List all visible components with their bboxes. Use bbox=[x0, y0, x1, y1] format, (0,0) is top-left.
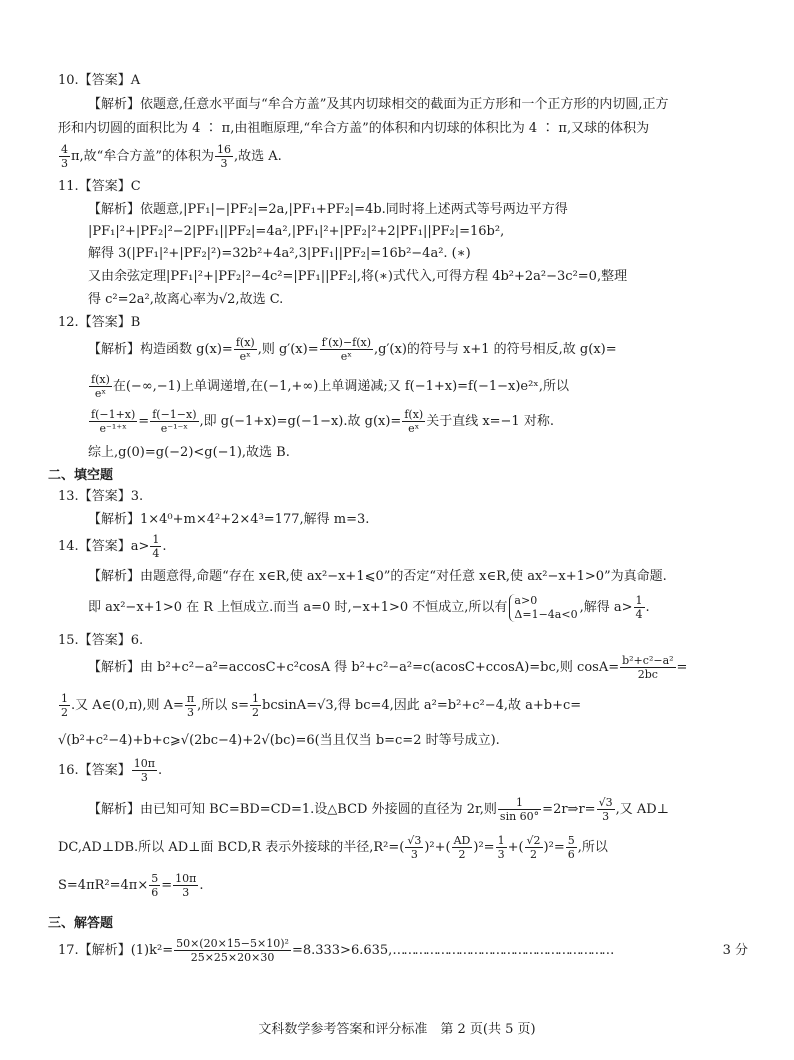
fraction-fx-ex bbox=[89, 373, 112, 400]
numerator: f(x) bbox=[404, 408, 424, 421]
fraction-chi-square bbox=[174, 937, 291, 964]
numerator: π bbox=[186, 692, 195, 705]
fraction-cosA bbox=[620, 654, 675, 681]
fraction-ad-2 bbox=[452, 834, 473, 861]
denominator: eˣ bbox=[239, 350, 251, 363]
fraction-sqrt3-3 bbox=[597, 796, 615, 823]
numerator: f(x) bbox=[91, 373, 110, 386]
q11-analysis-line3: 解得 3(|PF₁|²+|PF₂|²)=32b²+4a²,3|PF₁||PF₂|=16b²−4a². (∗) bbox=[88, 246, 471, 261]
denominator: 6 bbox=[151, 886, 159, 899]
fraction-f-minus1-plus-x bbox=[89, 408, 137, 435]
q12-analysis-line2 bbox=[88, 372, 788, 402]
q14-answer-line bbox=[58, 532, 758, 562]
denominator: 2 bbox=[458, 848, 466, 861]
fraction-fx-ex bbox=[234, 336, 257, 363]
q15-answer: 【答案】6. bbox=[78, 633, 144, 648]
q12-answer: 【答案】B bbox=[78, 315, 141, 330]
fraction-f-minus1-minus-x bbox=[150, 408, 198, 435]
text: ,则 g′(x)= bbox=[257, 342, 319, 357]
text: +( bbox=[507, 840, 524, 855]
text: )²= bbox=[473, 840, 495, 855]
denominator: 25×25×20×30 bbox=[190, 951, 275, 964]
q10-answer: 【答案】A bbox=[78, 73, 141, 88]
q14-answer: 【答案】a> bbox=[78, 539, 150, 554]
denominator: 2 bbox=[252, 706, 259, 719]
numerator: f′(x)−f(x) bbox=[321, 336, 372, 349]
text: DC,AD⊥DB.所以 AD⊥面 BCD,R 表示外接球的半径,R²=( bbox=[58, 840, 405, 855]
text: . bbox=[157, 763, 163, 778]
fraction-5-6 bbox=[566, 834, 577, 861]
q10-answer-line bbox=[58, 70, 758, 92]
numerator: √3 bbox=[407, 834, 422, 847]
text: ,即 g(−1+x)=g(−1−x).故 g(x)= bbox=[199, 414, 402, 429]
fraction-1-4 bbox=[150, 533, 161, 560]
text: ,g′(x)的符号与 x+1 的符号相反,故 g(x)= bbox=[374, 342, 617, 357]
denominator: 3 bbox=[602, 810, 610, 823]
text: =8.333>6.635, bbox=[291, 943, 393, 958]
numerator: AD bbox=[453, 834, 471, 847]
fraction-sqrt2-2 bbox=[525, 834, 543, 861]
fraction-pi-3 bbox=[185, 692, 196, 719]
text: ,解得 a> bbox=[579, 600, 633, 615]
page-footer: 文科数学参考答案和评分标准 第 2 页(共 5 页) bbox=[258, 1022, 536, 1037]
denominator: 4 bbox=[635, 608, 643, 621]
denominator: e⁻¹⁻ˣ bbox=[160, 422, 188, 435]
inequality-system bbox=[509, 594, 577, 622]
q13-number: 13. bbox=[58, 489, 79, 504]
q13-analysis-line1: 【解析】1×4⁰+m×4²+2×4³=177,解得 m=3. bbox=[88, 512, 370, 527]
numerator: 1 bbox=[497, 834, 505, 847]
q15-number: 15. bbox=[58, 633, 79, 648]
text: .又 A∈(0,π),则 A= bbox=[71, 698, 184, 713]
q16-analysis-line1 bbox=[88, 794, 788, 826]
q14-analysis-line1: 【解析】由题意得,命题“存在 x∈R,使 ax²−x+1⩽0”的否定“对任意 x∈R,使 ax²−x+1>0”为真命题. bbox=[88, 569, 667, 584]
denominator: e⁻¹⁺ˣ bbox=[99, 422, 127, 435]
numerator: f(x) bbox=[235, 336, 255, 349]
denominator: 2bc bbox=[637, 668, 658, 681]
q15-analysis-line1 bbox=[88, 652, 788, 684]
fraction-4-3 bbox=[59, 143, 70, 170]
q10-number: 10. bbox=[58, 73, 79, 88]
q12-analysis-line1 bbox=[88, 334, 788, 366]
dot-leader: …………………………………………………… bbox=[392, 943, 613, 958]
text: 【解析】构造函数 g(x)= bbox=[88, 342, 233, 357]
denominator: 4 bbox=[152, 547, 160, 560]
numerator: b²+c²−a² bbox=[622, 654, 674, 667]
fraction-1-2 bbox=[59, 692, 70, 719]
text: = bbox=[161, 878, 173, 893]
q15-answer-line bbox=[58, 630, 758, 652]
denominator: 3 bbox=[410, 848, 418, 861]
denominator: sin 60° bbox=[499, 810, 540, 823]
q11-analysis-line5: 得 c²=2a²,故离心率为√2,故选 C. bbox=[88, 292, 284, 307]
text: 关于直线 x=−1 对称. bbox=[426, 414, 554, 429]
q16-answer-line bbox=[58, 756, 758, 786]
text: 在(−∞,−1)上单调递增,在(−1,+∞)上单调递减;又 f(−1+x)=f(−1−x)e²ˣ,所以 bbox=[112, 379, 569, 394]
numerator: 5 bbox=[151, 872, 159, 885]
fraction-10pi-3 bbox=[132, 757, 157, 784]
fraction-1-4 bbox=[634, 594, 645, 621]
text: )²= bbox=[543, 840, 565, 855]
section-solution: 三、解答题 bbox=[48, 916, 114, 931]
q11-analysis-line4: 又由余弦定理|PF₁|²+|PF₂|²−4c²=|PF₁||PF₂|,将(∗)式代入,可得方程 4b²+2a²−3c²=0,整理 bbox=[88, 269, 628, 284]
q15-analysis-line2 bbox=[58, 690, 758, 722]
denominator: eˣ bbox=[340, 350, 352, 363]
text: 【解析】由已知可知 BC=BD=CD=1.设△BCD 外接圆的直径为 2r,则 bbox=[88, 802, 497, 817]
q16-analysis-line3 bbox=[58, 870, 758, 902]
q10-analysis-line2: 形和内切圆的面积比为 4 ∶ π,由祖暅原理,“牟合方盖”的体积和内切球的体积比为 4 ∶ π,又球的体积为 bbox=[58, 121, 650, 136]
q12-answer-line bbox=[58, 312, 758, 334]
q10-analysis-line3 bbox=[58, 142, 758, 172]
numerator: 5 bbox=[567, 834, 575, 847]
text: . bbox=[645, 600, 650, 615]
text: 即 ax²−x+1>0 在 R 上恒成立.而当 a=0 时,−x+1>0 不恒成立,所以有 bbox=[88, 600, 508, 615]
section-fill-in-blank: 二、填空题 bbox=[48, 468, 114, 483]
q14-analysis-line2 bbox=[88, 592, 788, 624]
q11-analysis-line2: |PF₁|²+|PF₂|²−2|PF₁||PF₂|=4a²,|PF₁|²+|PF₂|²+2|PF₁||PF₂|=16b², bbox=[88, 224, 505, 239]
condition-2: Δ=1−4a<0 bbox=[514, 607, 578, 621]
text: =2r⇒r= bbox=[542, 802, 596, 817]
numerator: √2 bbox=[526, 834, 541, 847]
text: ,故选 A. bbox=[233, 149, 282, 164]
q15-analysis-line3: √(b²+c²−4)+b+c⩾√(2bc−4)+2√(bc)=6(当且仅当 b=c=2 时等号成立). bbox=[58, 733, 500, 748]
q13-answer: 【答案】3. bbox=[78, 489, 144, 504]
numerator: 1 bbox=[498, 796, 541, 810]
text: = bbox=[676, 660, 688, 675]
numerator: 10π bbox=[133, 757, 155, 770]
text: ,所以 bbox=[577, 840, 608, 855]
text: . bbox=[199, 878, 204, 893]
fraction-10pi-3 bbox=[173, 872, 198, 899]
fraction-5-6 bbox=[149, 872, 160, 899]
q11-analysis-line1: 【解析】依题意,|PF₁|−|PF₂|=2a,|PF₁+PF₂|=4b.同时将上述两式等号两边平方得 bbox=[88, 202, 568, 217]
numerator: f(−1+x) bbox=[91, 408, 136, 421]
numerator: 1 bbox=[252, 692, 259, 705]
numerator: 1 bbox=[152, 533, 160, 546]
numerator: 10π bbox=[175, 872, 197, 885]
numerator: 50×(20×15−5×10)² bbox=[176, 937, 289, 950]
q13-answer-line bbox=[58, 486, 758, 508]
fraction-1-sin60 bbox=[498, 796, 541, 823]
q11-answer: 【答案】C bbox=[78, 179, 141, 194]
denominator: 3 bbox=[220, 157, 228, 170]
text: 【解析】(1)k²= bbox=[78, 943, 174, 958]
q12-analysis-line3 bbox=[88, 407, 788, 437]
text: )²+( bbox=[424, 840, 451, 855]
numerator: f(−1−x) bbox=[152, 408, 197, 421]
fraction-derivative bbox=[320, 336, 373, 363]
q16-answer: 【答案】 bbox=[78, 763, 131, 778]
numerator: 16 bbox=[216, 143, 231, 156]
denominator: eˣ bbox=[94, 387, 107, 400]
denominator: 3 bbox=[140, 771, 148, 784]
numerator: 4 bbox=[61, 143, 68, 156]
q10-analysis-line1: 【解析】依题意,任意水平面与“牟合方盖”及其内切球相交的截面为正方形和一个正方形的内切圆,正方 bbox=[88, 97, 669, 112]
q12-analysis-line4: 综上,g(0)=g(−2)<g(−1),故选 B. bbox=[88, 445, 290, 460]
q14-number: 14. bbox=[58, 539, 79, 554]
q17-analysis-line1 bbox=[58, 934, 748, 968]
fraction-sqrt3-3 bbox=[405, 834, 423, 861]
numerator: 1 bbox=[61, 692, 68, 705]
text: ,所以 s= bbox=[197, 698, 249, 713]
text: 【解析】由 b²+c²−a²=accosC+c²cosA 得 b²+c²−a²=c(acosC+ccosA)=bc,则 cosA= bbox=[88, 660, 620, 675]
numerator: 1 bbox=[635, 594, 643, 607]
denominator: 2 bbox=[530, 848, 538, 861]
text: = bbox=[138, 414, 150, 429]
text: S=4πR²=4π× bbox=[58, 878, 149, 893]
q17-number: 17. bbox=[58, 943, 79, 958]
text: . bbox=[162, 539, 167, 554]
text: bcsinA=√3,得 bc=4,因此 a²=b²+c²−4,故 a+b+c= bbox=[262, 698, 582, 713]
denominator: 2 bbox=[61, 706, 68, 719]
q16-number: 16. bbox=[58, 763, 79, 778]
fraction-1-3 bbox=[496, 834, 507, 861]
q11-number: 11. bbox=[58, 179, 79, 194]
score-label: 3 分 bbox=[722, 943, 748, 958]
fraction-16-3 bbox=[215, 143, 233, 170]
q12-number: 12. bbox=[58, 315, 79, 330]
condition-1: a>0 bbox=[514, 593, 538, 607]
fraction-fx-ex bbox=[402, 408, 425, 435]
denominator: 3 bbox=[497, 848, 505, 861]
text: ,又 AD⊥ bbox=[615, 802, 669, 817]
denominator: 6 bbox=[567, 848, 575, 861]
denominator: 3 bbox=[182, 886, 190, 899]
text: π,故“牟合方盖”的体积为 bbox=[71, 149, 214, 164]
q16-analysis-line2 bbox=[58, 832, 758, 864]
fraction-1-2 bbox=[250, 692, 261, 719]
denominator: 3 bbox=[187, 706, 195, 719]
numerator: √3 bbox=[598, 796, 613, 809]
denominator: 3 bbox=[61, 157, 68, 170]
denominator: eˣ bbox=[408, 422, 420, 435]
q11-answer-line bbox=[58, 176, 758, 198]
